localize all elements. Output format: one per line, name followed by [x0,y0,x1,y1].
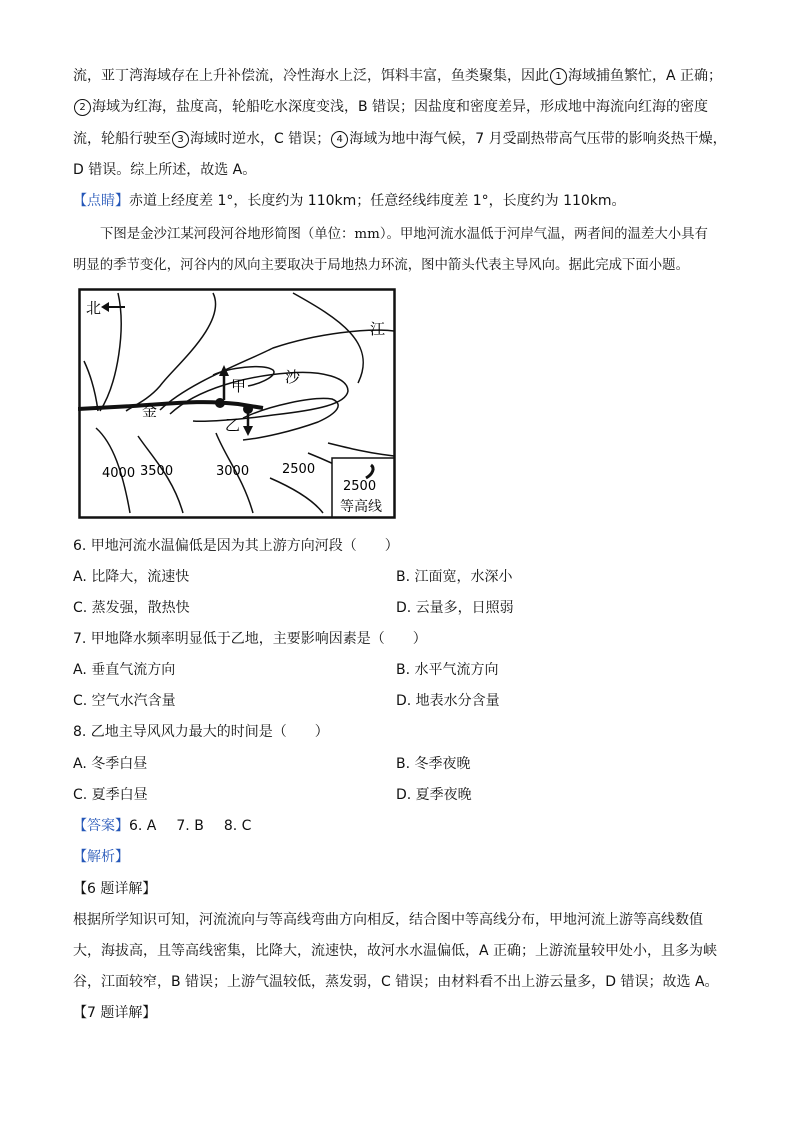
question-7-options-row-2 [73,686,733,717]
option-d: D. 地表水分含量 [396,693,500,709]
intro-line-1: 流，亚丁湾海域存在上升补偿流，冷性海水上泛，饵料丰富，鱼类聚集，因此 1 海域捕鱼繁忙，A 正确； [73,68,723,84]
detail-6-line-1: 根据所学知识可知，河流流向与等高线弯曲方向相反，结合图中等高线分布，甲地河流上游等高线数值 [73,912,703,928]
place-label-jia: 甲 [231,377,247,395]
option-a: A. 比降大，流速快 [73,569,190,585]
intro-line-2: 2 海域为红海，盐度高，轮船吃水深度变浅，B 错误；因盐度和密度差异，形成地中海流向红海的密度 [73,92,733,123]
question-8-options-row-1 [73,749,733,780]
option-b: B. 江面宽，水深小 [396,569,513,585]
place-label-yi: 乙 [225,416,241,434]
answer-7: 7. B [176,818,204,834]
circled-number-4: 4 [331,131,348,148]
contour-label: 2500 [282,462,316,477]
option-a: A. 冬季白昼 [73,756,148,772]
tip-label: 【点睛】 [73,193,129,209]
intro-line-3: 流，轮船行驶至 3 海域时逆水，C 错误； 4 海域为地中海气候，7 月受副热带高气压带的影响炎热干燥， [73,131,727,147]
legend-value: 2500 [343,479,377,494]
option-c: C. 蒸发强，散热快 [73,600,190,616]
question-6-options-row-1 [73,562,733,593]
terrain-map [78,288,398,521]
question-7-options-row-1 [73,655,733,686]
question-6-options-row-2 [73,593,733,624]
material-line-2: 明显的季节变化，河谷内的风向主要取决于局地热力环流，图中箭头代表主导风向。据此完成下面小题。 [73,258,689,273]
answer-line [73,811,733,842]
river-char: 江 [370,320,386,338]
river-char: 金 [142,402,158,420]
detail-6-label: 【6 题详解】 [73,881,157,897]
option-b: B. 水平气流方向 [396,662,499,678]
question-8-options-row-2 [73,780,733,811]
option-a: A. 垂直气流方向 [73,662,176,678]
option-c: C. 夏季白昼 [73,787,148,803]
option-c: C. 空气水汽含量 [73,693,176,709]
legend-label: 等高线 [340,499,382,515]
contour-label: 3000 [216,464,250,479]
analysis-label: 【解析】 [73,849,129,865]
answer-label: 【答案】 [73,818,129,834]
tip-line: 【点睛】赤道上经度差 1°，长度约为 110km；任意经线纬度差 1°，长度约为 110km。 [73,193,626,209]
circled-number-3: 3 [172,131,189,148]
material-line-1: 下图是金沙江某河段河谷地形简图（单位：mm）。甲地河流水温低于河岸气温，两者间的温差大小具有 [100,227,708,242]
question-6-stem: 6. 甲地河流水温偏低是因为其上游方向河段（ ） [73,538,399,554]
option-b: B. 冬季夜晚 [396,756,471,772]
answer-6: 6. A [129,818,157,834]
option-d: D. 夏季夜晚 [396,787,472,803]
circled-number-1: 1 [550,68,567,85]
north-label: 北 [86,299,102,317]
detail-6-line-2: 大，海拔高，且等高线密集，比降大，流速快，故河水水温偏低，A 正确；上游流量较甲处小，且多为峡 [73,943,718,959]
contour-label: 3500 [140,464,174,479]
river-char: 沙 [285,368,301,386]
detail-7-label: 【7 题详解】 [73,1005,157,1021]
question-8-stem: 8. 乙地主导风风力最大的时间是（ ） [73,724,329,740]
question-7-stem: 7. 甲地降水频率明显低于乙地，主要影响因素是（ ） [73,631,427,647]
contour-label: 4000 [102,466,136,481]
circled-number-2: 2 [74,99,91,116]
intro-line-4: D 错误。综上所述，故选 A。 [73,162,257,178]
detail-6-line-3: 谷，江面较窄，B 错误；上游气温较低，蒸发弱，C 错误；由材料看不出上游云量多，D 错误；故选 A。 [73,974,719,990]
option-d: D. 云量多，日照弱 [396,600,514,616]
answer-8: 8. C [223,818,252,834]
